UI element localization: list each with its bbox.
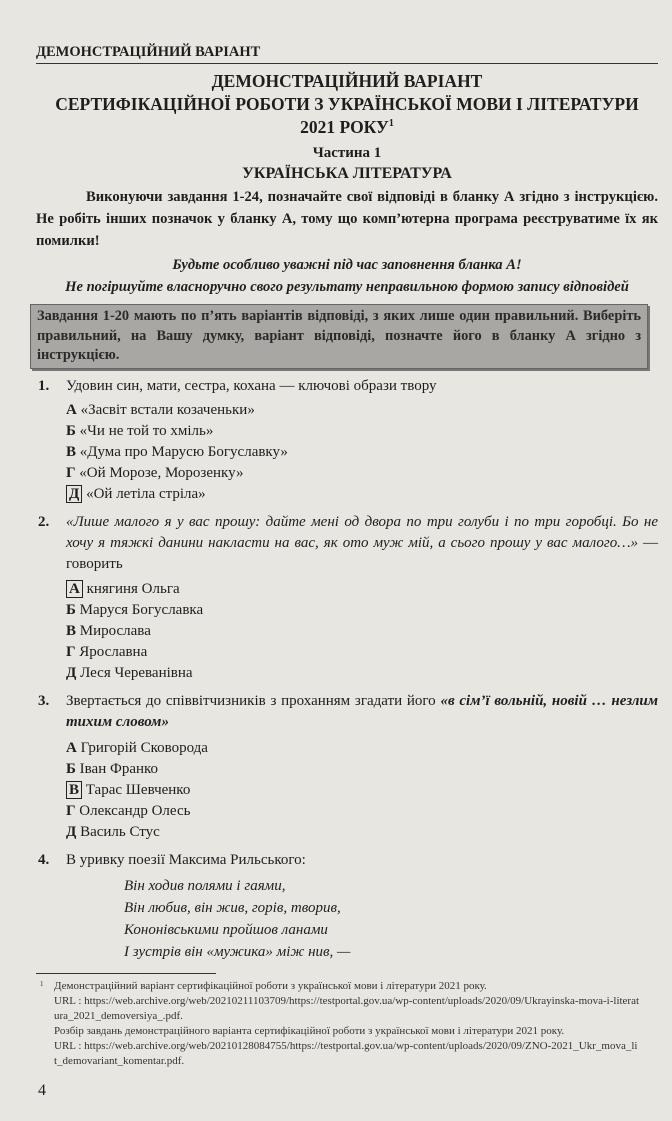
footnote-url: URL : https://web.archive.org/web/20210211103709/https://testportal.gov.ua/wp-content/uploads/2020/09/Ukrayinska-mova-i-literatura_2021_demoversiya_.pdf. [54,994,640,1022]
answer-option [66,600,658,621]
option-letter: Д [66,664,77,681]
option-text: Леся Череванівна [80,664,193,681]
options [66,400,658,505]
footnote [40,979,640,1069]
option-letter: В [66,781,82,799]
answer-option [66,759,658,780]
question-2 [36,512,658,684]
answer-option [66,484,658,505]
question-number: 4. [38,851,50,868]
section-heading: УКРАЇНСЬКА ЛІТЕРАТУРА [242,165,452,182]
warnings [36,254,658,298]
question-3 [36,691,658,843]
option-letter: Б [66,601,76,618]
question-number: 1. [38,377,50,394]
answer-option [66,738,658,759]
question-text [66,691,658,733]
footnote-line: Розбір завдань демонстраційного варіанта сертифікаційної роботи з української мови і літератури 2021 року. [54,1024,565,1037]
option-letter: Г [66,643,76,660]
answer-option [66,400,658,421]
instructions: Виконуючи завдання 1-24, позначайте свої відповіді в бланку А згідно з інструкцією. Не робіть інших позначок у бланку А, тому що комп’ютерна програма реєструватиме їх як помилки! [36,189,658,249]
part-heading: Частина 1 [312,145,382,161]
options [66,738,658,843]
option-text: «Дума про Марусю Богуславку» [79,443,288,460]
option-text: Василь Стус [80,823,160,840]
answer-option [66,463,658,484]
title-line [36,116,658,139]
answer-option [66,780,658,801]
question-1 [36,376,658,505]
quote: «Лише малого я у вас прошу: дайте мені од двора по три голуби і по три горобці. Бо не хочу я тяжкі данини накласти на вас, як ото муж мій, а сього прошу у вас малого…» [66,513,658,551]
answer-option [66,421,658,442]
question-4 [36,850,658,963]
warning: Будьте особливо уважні під час заповнення бланка А! [172,257,522,273]
page-number: 4 [38,1081,46,1099]
option-letter: Д [66,823,77,840]
answer-option [66,663,658,684]
option-text: княгиня Ольга [86,580,180,597]
option-letter: Г [66,464,76,481]
option-text: «Ой Морозе, Морозенку» [79,464,244,481]
option-letter: В [66,622,77,639]
question-text: В уривку поезії Максима Рильського: [66,851,306,868]
poem-line: Він любив, він жив, горів, творив, [124,899,341,916]
question-text [66,512,658,575]
answer-option [66,642,658,663]
question-number: 2. [38,513,50,530]
question-text: Удовин син, мати, сестра, кохана — ключові образи твору [66,377,437,394]
option-letter: Г [66,802,76,819]
question-number: 3. [38,692,50,709]
option-text: Ярославна [79,643,148,660]
option-text: «Ой летіла стріла» [86,485,206,502]
footnote-url: URL : https://web.archive.org/web/20210128084755/https://testportal.gov.ua/wp-content/uploads/2020/09/ZNO-2021_Ukr_mova_lit_demovariant_komentar.pdf. [54,1039,638,1067]
option-letter: А [66,739,77,756]
option-text: Олександр Олесь [79,802,191,819]
poem-line: Кононівськими пройшов ланами [124,921,328,938]
question-text-head: Звертається до співвітчизників з проханням згадати його [66,692,441,709]
footnote-divider [36,973,216,974]
page-title [36,70,658,139]
option-text: «Чи не той то хміль» [79,422,214,439]
warning: Не погіршуйте власноручно свого результату неправильною формою запису відповідей [65,279,629,295]
option-letter: Б [66,422,76,439]
footnote-line: Демонстраційний варіант сертифікаційної роботи з української мови і літератури 2021 року. [54,979,487,992]
option-letter: А [66,401,77,418]
option-letter: А [66,580,83,598]
option-text: Маруся Богуславка [79,601,204,618]
option-text: Тарас Шевченко [85,781,191,798]
poem-line: Він ходив полями і гаями, [124,877,286,894]
title-line: ДЕМОНСТРАЦІЙНИЙ ВАРІАНТ [211,71,483,91]
quote: «в сім’ї вольній, новій … незлим тихим словом» [66,692,659,730]
poem-line: І зустрів він «мужика» між нив, — [124,943,351,960]
answer-option [66,801,658,822]
options [66,579,658,684]
answer-option [66,442,658,463]
task-instruction-box: Завдання 1-20 мають по п’ять варіантів відповіді, з яких лише один правильний. Виберіть правильний, на Вашу думку, варіант відповіді, позначте його в бланку А згідно з інструкцією. [30,304,648,369]
answer-option [66,579,658,600]
question-text-tail: — говорить [66,534,659,572]
option-text: Мирослава [79,622,151,639]
footnote-ref: 1 [388,118,394,130]
option-letter: В [66,443,77,460]
answer-option [66,621,658,642]
poem [124,875,658,963]
option-letter: Д [66,485,82,503]
option-letter: Б [66,760,76,777]
option-text: Григорій Сковорода [80,739,208,756]
answer-option [66,822,658,843]
title-year: 2021 РОКУ [300,117,389,137]
option-text: «Засвіт встали козаченьки» [80,401,255,418]
running-header: ДЕМОНСТРАЦІЙНИЙ ВАРІАНТ [36,44,658,64]
option-text: Іван Франко [79,760,159,777]
footnote-mark: 1 [40,979,44,988]
title-line: СЕРТИФІКАЦІЙНОЇ РОБОТИ З УКРАЇНСЬКОЇ МОВИ І ЛІТЕРАТУРИ [55,94,639,114]
